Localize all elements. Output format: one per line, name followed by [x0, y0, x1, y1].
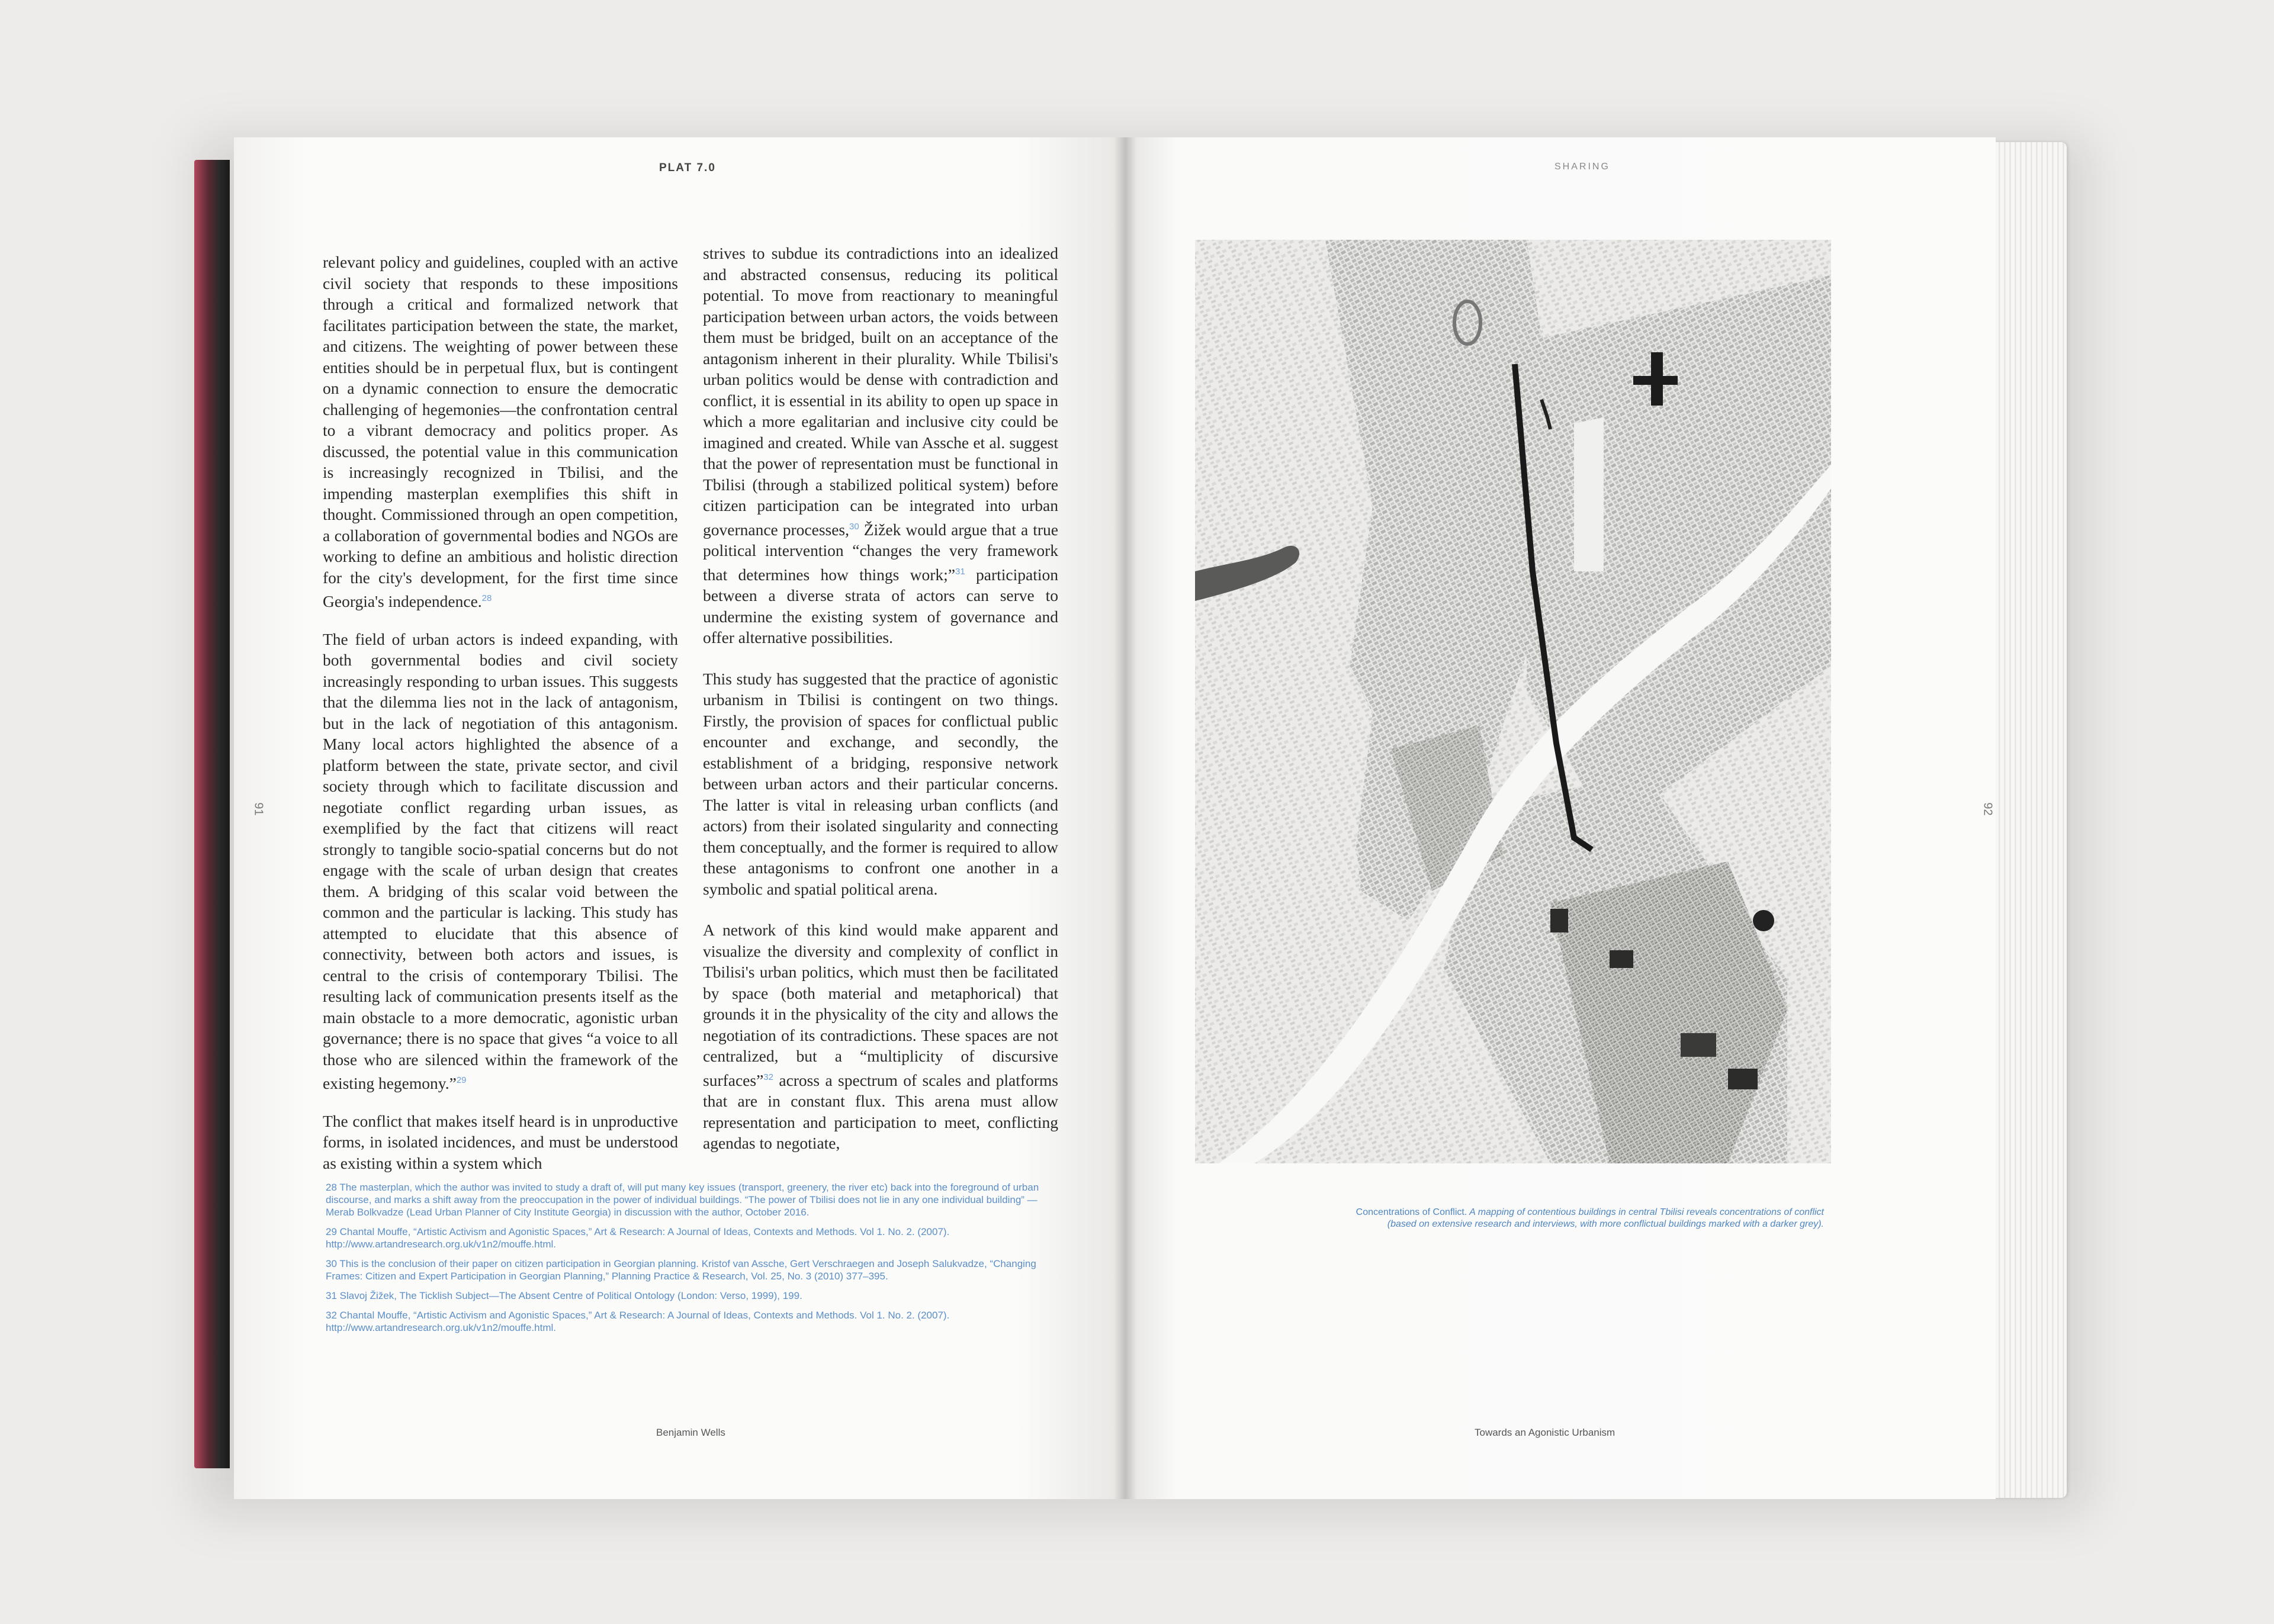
caption-text: A mapping of contentious buildings in central Tbilisi reveals concentrations of conflict (based on extensive research and interviews, with more conflictual buildings marked with a darker grey). — [1387, 1207, 1824, 1229]
footnote: 32 Chantal Mouffe, “Artistic Activism and Agonistic Spaces,” Art & Research: A Journal of Ideas, Contexts and Methods. Vol 1. No. 2. (2007). http://www.artandresearch.org.uk/v1n2/mouffe.html. — [326, 1310, 950, 1333]
footnote: 31 Slavoj Žižek, The Ticklish Subject—The Absent Centre of Political Ontology (London: Verso, 1999), 199. — [326, 1290, 802, 1301]
city-map-image — [1195, 240, 1831, 1163]
footnote-ref[interactable]: 29 — [456, 1075, 467, 1086]
book-cover-edge — [194, 160, 230, 1468]
paragraph-text: relevant policy and guidelines, coupled with an active civil society that responds to these impositions through a critical and formalized network that facilitates participation between the state, the market, and citizens. The weighting of power between these entities should be in perpetual flux, but is contingent on a dynamic connection to ensure the democratic challenging of hegemonies—the confrontation central to a vibrant democracy and politics proper. As discussed, the potential value in this communication is increasingly recognized in Tbilisi, and the impending masterplan exemplifies this shift in thought. Commissioned through an open competition, a collaboration of governmental bodies and NGOs are working to define an ambitious and holistic direction for the city's development, for the first time since Georgia's independence. — [323, 253, 678, 611]
footnote: 29 Chantal Mouffe, “Artistic Activism and Agonistic Spaces,” Art & Research: A Journal of Ideas, Contexts and Methods. Vol 1. No. 2. (2007). http://www.artandresearch.org.uk/v1n2/mouffe.html. — [326, 1226, 950, 1250]
figure-caption — [1350, 1207, 1824, 1230]
paragraph-text: The field of urban actors is indeed expanding, with both governmental bodies and civil society increasingly responding to urban issues. This suggests that the dilemma lies not in the lack of antagonism, but in the lack of negotiation of this antagonism. Many local actors highlighted the absence of a platform between the state, private sector, and civil society through which to facilitate discussion and negotiate conflict regarding urban issues, as exemplified by the fact that citizens will react strongly to tangible socio-spatial concerns but do not engage with the scale of urban design that creates them. A bridging of this scalar void between the common and the particular is lacking. This study has attempted to elucidate that this absence of connectivity, between both actors and issues, is central to the crisis of contemporary Tbilisi. The resulting lack of communication presents itself as the main obstacle to a more democratic, agonistic urban governance; there is no space that gives “a voice to all those who are silenced within the framework of the existing hegemony.” — [323, 629, 678, 1093]
paragraph — [703, 243, 1058, 648]
text-column-2 — [703, 243, 1058, 1170]
footnote: 28 The masterplan, which the author was invited to study a draft of, will put many key issues (transport, greenery, the river etc) back into the foreground of urban discourse, and marks a shift away from the preoccupation in the power of individual buildings. “The power of Tbilisi does not lie in any one individual building” —Merab Bolkvadze (Lead Urban Planner of City Institute Georgia) in discussion with the author, October 2016. — [326, 1182, 1039, 1218]
footnote-ref[interactable]: 28 — [481, 593, 492, 603]
page-stack-edge — [1990, 142, 2067, 1498]
text-column-1 — [323, 252, 678, 1190]
paragraph — [703, 668, 1058, 900]
footnote: 30 This is the conclusion of their paper on citizen participation in Georgian planning. Kristof van Assche, Gert Verschraegen and Joseph Salukvadze, “Changing Frames: Citizen and Expert Participation in Georgian Planning,” Planning Practice & Research, Vol. 25, No. 3 (2010) 377–395. — [326, 1258, 1036, 1282]
paragraph-text: The conflict that makes itself heard is in unproductive forms, in isolated incidences, and must be understood as existing within a system which — [323, 1111, 678, 1172]
book-gutter — [1113, 137, 1137, 1499]
right-running-head: SHARING — [1554, 162, 1610, 172]
paragraph — [323, 629, 678, 1094]
paragraph-text: participation between a diverse strata of actors can serve to undermine the existing system of governance and offer alternative possibilities. — [703, 565, 1058, 647]
left-running-head: PLAT 7.0 — [659, 162, 716, 174]
left-page-number: 91 — [252, 802, 265, 816]
footnotes — [326, 1181, 1063, 1341]
paragraph-text: This study has suggested that the practice of agonistic urbanism in Tbilisi is contingent on two things. Firstly, the provision of spaces for conflictual public encounter and exchange, and secondly, the establishment of a bridging, responsive network between urban actors and their particular concerns. The latter is vital in releasing urban conflicts (and actors) from their isolated singularity and connecting them conceptually, and the former is required to allow these antagonisms to confront one another in a symbolic and spatial political arena. — [703, 669, 1058, 898]
paragraph — [323, 252, 678, 612]
right-page-number: 92 — [1981, 802, 1994, 816]
caption-title: Concentrations of Conflict. — [1356, 1207, 1467, 1217]
paragraph — [703, 919, 1058, 1154]
paragraph — [323, 1111, 678, 1174]
left-footer-author: Benjamin Wells — [656, 1427, 725, 1438]
footnote-ref[interactable]: 30 — [849, 521, 859, 532]
paragraph-text: A network of this kind would make apparent and visualize the diversity and complexity of conflict in Tbilisi's urban politics, which must then be facilitated by space (both material and metaphorical) that grounds it in the physicality of the city and allows the negotiation of its contradictions. These spaces are not centralized, but a “multiplicity of discursive surfaces” — [703, 921, 1058, 1089]
figure-map — [1195, 240, 1831, 1163]
footnote-ref[interactable]: 31 — [955, 566, 965, 577]
footnote-ref[interactable]: 32 — [763, 1072, 773, 1082]
paragraph-text: Žižek would argue that a true political intervention “changes the very framework that determines how things work;” — [703, 520, 1058, 584]
paragraph-text: strives to subdue its contradictions into an idealized and abstracted consensus, reducing its political potential. To move from reactionary to meaningful participation between urban actors, the voids between them must be bridged, built on an acceptance of the antagonism inherent in their plurality. While Tbilisi's urban politics would be dense with contradiction and conflict, it is essential in its ability to open up space in which a more egalitarian and inclusive city could be imagined and created. While van Assche et al. suggest that the power of representation must be functional in Tbilisi (through a stabilized political system) before citizen participation can be integrated into urban governance processes, — [703, 244, 1058, 539]
right-footer-title: Towards an Agonistic Urbanism — [1475, 1427, 1615, 1438]
paragraph-text: across a spectrum of scales and platforms that are in constant flux. This arena must allow representation and participation to meet, conflicting agendas to negotiate, — [703, 1070, 1058, 1153]
